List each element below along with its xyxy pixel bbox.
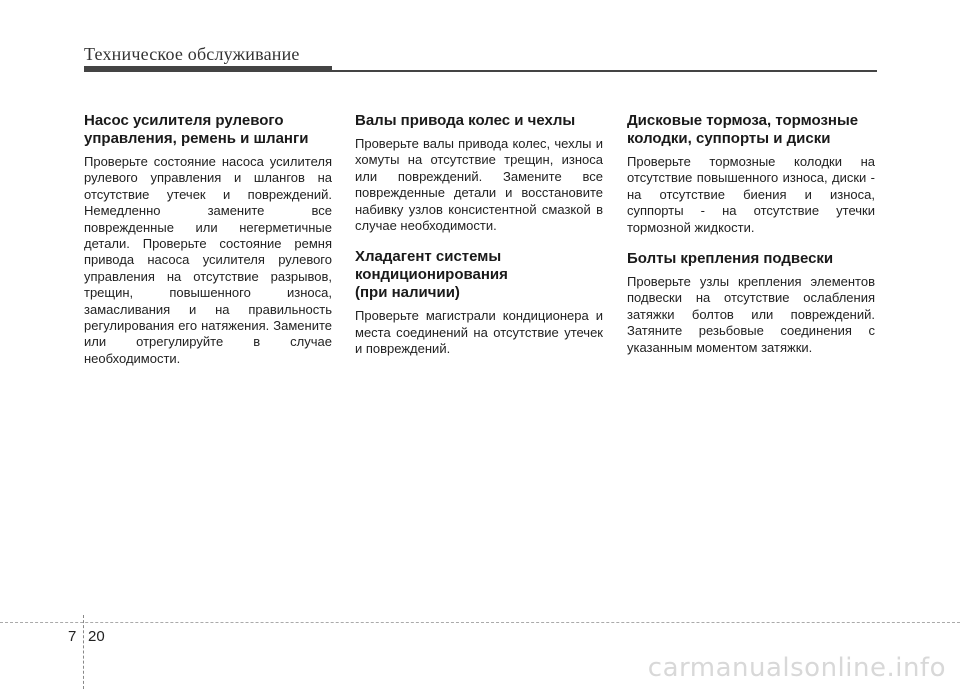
footer-divider-horizontal — [0, 622, 960, 623]
page-number: 20 — [88, 628, 105, 645]
text-column-1 — [84, 112, 332, 381]
text-column-3 — [627, 112, 875, 370]
footer-divider-vertical — [83, 615, 84, 689]
header-rule-thick — [84, 66, 332, 72]
header-rule-thin — [332, 70, 877, 72]
section-drive-shafts — [355, 112, 603, 234]
section-disc-brakes — [627, 112, 875, 236]
section-title: Болты крепления подвески — [627, 250, 834, 268]
section-title: Насос усилителя рулевого управления, ремень и шланги — [84, 112, 309, 147]
section-body: Проверьте тормозные колодки на отсутствие повышенного износа, диски - на отсутствие биения и износа, суппорты - на отсутствие утечки тормозной жидкости. — [627, 154, 875, 235]
section-ac-refrigerant — [355, 248, 603, 357]
section-power-steering — [84, 112, 332, 367]
section-title: Дисковые тормоза, тормозные колодки, суппорты и диски — [627, 112, 859, 147]
watermark: carmanualsonline.info — [647, 653, 946, 683]
section-title: Хладагент системы кондиционирования (при наличии) — [355, 248, 508, 302]
section-suspension-bolts — [627, 250, 875, 356]
section-body: Проверьте магистрали кондиционера и места соединений на отсутствие утечек и повреждений. — [355, 308, 603, 357]
text-column-2 — [355, 112, 603, 372]
section-body: Проверьте узлы крепления элементов подвески на отсутствие ослабления затяжки болтов или повреждений. Затяните резьбовые соединения с указанным моментом затяжки. — [627, 274, 875, 355]
section-body: Проверьте состояние насоса усилителя рулевого управления и шлангов на отсутствие утечек и повреждений. Немедленно замените все поврежденные или негерметичные детали. Проверьте состояние ремня привода насоса усилителя рулевого управления на отсутствие разрывов, трещин, повышенного износа, замасливания и на правильность регулирования его натяжения. Замените или отрегулируйте в случае необходимости. — [84, 154, 332, 366]
chapter-title: Техническое обслуживание — [84, 44, 300, 64]
page-chapter-number: 7 — [68, 628, 77, 645]
section-title: Валы привода колес и чехлы — [355, 112, 576, 129]
section-body: Проверьте валы привода колес, чехлы и хомуты на отсутствие трещин, износа или повреждений. Замените все поврежденные детали и восстановите набивку узлов консистентной смазкой в случае необходимости. — [355, 136, 603, 234]
